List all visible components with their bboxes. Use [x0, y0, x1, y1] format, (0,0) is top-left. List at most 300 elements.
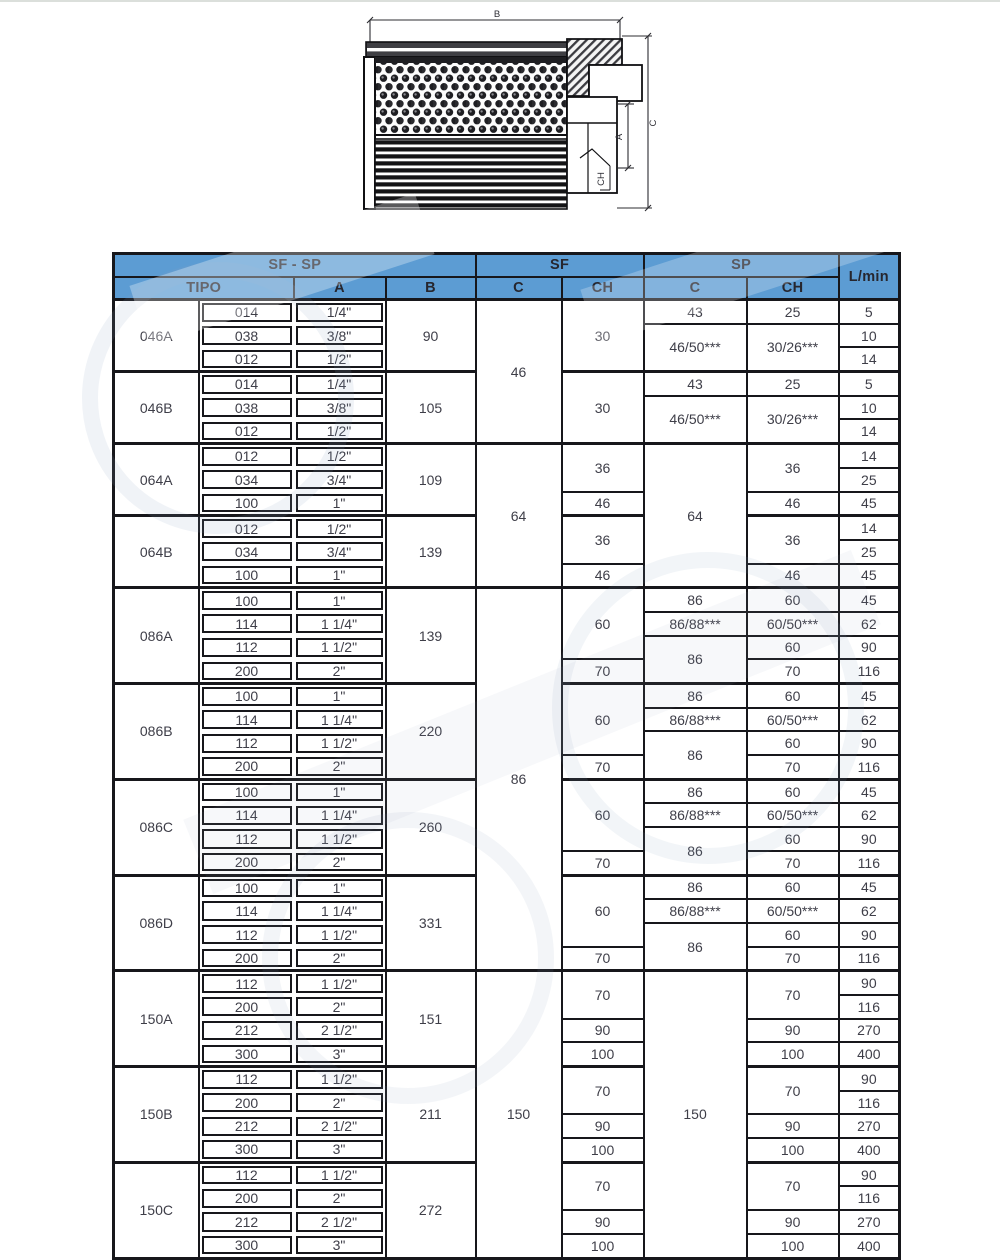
- cell-code: [199, 708, 294, 732]
- cell-a: [294, 1067, 386, 1091]
- cell-a: [294, 1091, 386, 1115]
- page-top-edge: [0, 0, 1000, 2]
- cell-box: 200: [202, 949, 292, 967]
- cell-box: 112: [202, 925, 292, 944]
- cell-code: [199, 636, 294, 660]
- cell-sf-ch: 30: [562, 372, 644, 444]
- cell-sp-ch: 90: [747, 1210, 839, 1234]
- cell-sp-ch: 60: [747, 588, 839, 612]
- cell-a: [294, 372, 386, 396]
- cell-a: [294, 612, 386, 636]
- cell-sf-ch: 46: [562, 492, 644, 516]
- cell-code: [199, 827, 294, 851]
- cell-tipo: 150A: [114, 971, 199, 1067]
- cell-sf-ch: 70: [562, 755, 644, 779]
- cell-b: 139: [386, 588, 476, 684]
- cell-a: [294, 803, 386, 827]
- cell-lmin: 116: [839, 659, 900, 683]
- cell-code: [199, 899, 294, 923]
- cell-sf-ch: 60: [562, 588, 644, 660]
- cell-box: 112: [202, 638, 292, 657]
- cell-sp-ch: 60/50***: [747, 899, 839, 923]
- cell-sp-c: 43: [644, 372, 747, 396]
- cell-box: 3/4": [296, 542, 383, 561]
- cell-code: [199, 300, 294, 324]
- cell-box: 212: [202, 1212, 292, 1231]
- cell-lmin: 90: [839, 971, 900, 995]
- cell-sp-ch: 100: [747, 1138, 839, 1162]
- cell-box: 3": [296, 1045, 383, 1063]
- cell-code: [199, 1210, 294, 1234]
- cell-a: [294, 851, 386, 875]
- filter-drawing-svg: [356, 6, 672, 220]
- cell-lmin: 45: [839, 564, 900, 588]
- cell-code: [199, 419, 294, 443]
- cell-lmin: 90: [839, 636, 900, 660]
- cell-b: 139: [386, 516, 476, 588]
- cell-code: [199, 347, 294, 371]
- cell-code: [199, 851, 294, 875]
- cell-box: 1 1/2": [296, 638, 383, 657]
- cell-a: [294, 588, 386, 612]
- cell-sp-c: 86: [644, 779, 747, 803]
- cell-lmin: 10: [839, 324, 900, 348]
- cell-sp-ch: 60: [747, 684, 839, 708]
- cell-code: [199, 923, 294, 947]
- cell-lmin: 90: [839, 1067, 900, 1091]
- cell-box: 2": [296, 949, 383, 967]
- cell-code: [199, 1186, 294, 1210]
- mesh-section: [375, 57, 567, 135]
- filter-drawing: [356, 6, 672, 220]
- cell-a: [294, 923, 386, 947]
- cell-lmin: 400: [839, 1234, 900, 1258]
- cell-b: 260: [386, 779, 476, 875]
- cell-tipo: 046B: [114, 372, 199, 444]
- cell-box: 1 1/2": [296, 829, 383, 848]
- cell-lmin: 5: [839, 372, 900, 396]
- cell-sp-ch: 70: [747, 851, 839, 875]
- cell-sf-ch: 100: [562, 1042, 644, 1066]
- cell-sf-ch: 70: [562, 659, 644, 683]
- cell-box: 1 1/4": [296, 710, 383, 729]
- cell-box: 114: [202, 901, 292, 920]
- mesh-top-band: [375, 57, 567, 63]
- spec-table-wrap: [112, 252, 898, 1260]
- cell-sp-ch: 100: [747, 1042, 839, 1066]
- dim-label-b: B: [493, 9, 501, 20]
- cell-code: [199, 659, 294, 683]
- cell-tipo: 046A: [114, 300, 199, 372]
- cell-b: 220: [386, 684, 476, 780]
- cell-code: [199, 971, 294, 995]
- dim-label-ch: CH: [596, 172, 607, 186]
- cell-box: 014: [202, 375, 292, 393]
- header-sf-c: C: [476, 277, 562, 300]
- cell-sp-ch: 60: [747, 923, 839, 947]
- cell-sf-ch: 60: [562, 684, 644, 756]
- cell-sf-ch: 70: [562, 971, 644, 1019]
- cell-lmin: 45: [839, 684, 900, 708]
- cell-box: 2": [296, 997, 383, 1016]
- cell-a: [294, 300, 386, 324]
- cell-sp-ch: 60/50***: [747, 803, 839, 827]
- cell-box: 038: [202, 398, 292, 417]
- cell-box: 1/2": [296, 447, 383, 465]
- cell-sf-ch: 90: [562, 1019, 644, 1043]
- cell-tipo: 086C: [114, 779, 199, 875]
- cell-box: 112: [202, 1070, 292, 1088]
- cell-sp-ch: 90: [747, 1019, 839, 1043]
- cell-box: 2": [296, 662, 383, 680]
- cell-a: [294, 779, 386, 803]
- flange-groove: [367, 48, 601, 51]
- cell-code: [199, 803, 294, 827]
- cell-sf-ch: 60: [562, 875, 644, 947]
- cell-a: [294, 899, 386, 923]
- cell-a: [294, 540, 386, 564]
- table-header-row-1: [114, 254, 900, 277]
- cell-code: [199, 755, 294, 779]
- cell-box: 200: [202, 997, 292, 1016]
- cell-a: [294, 684, 386, 708]
- cell-box: 100: [202, 494, 292, 512]
- cell-box: 114: [202, 806, 292, 825]
- header-sf-ch: CH: [562, 277, 644, 300]
- cell-sp-ch: 36: [747, 516, 839, 564]
- cell-sf-c: 64: [476, 444, 562, 588]
- cell-sf-ch: 30: [562, 300, 644, 372]
- cell-box: 100: [202, 783, 292, 801]
- cell-sp-c: 86: [644, 684, 747, 708]
- cell-b: 151: [386, 971, 476, 1067]
- cell-a: [294, 827, 386, 851]
- cell-b: 90: [386, 300, 476, 372]
- cell-sp-ch: 70: [747, 947, 839, 971]
- cell-lmin: 116: [839, 755, 900, 779]
- spec-table: [112, 252, 901, 1260]
- cell-lmin: 25: [839, 540, 900, 564]
- cell-box: 3": [296, 1236, 383, 1254]
- cell-box: 1/2": [296, 350, 383, 368]
- cell-box: 1": [296, 687, 383, 705]
- cell-sf-c: 46: [476, 300, 562, 444]
- cell-code: [199, 324, 294, 348]
- cell-box: 034: [202, 542, 292, 561]
- cell-sp-c: 46/50***: [644, 396, 747, 444]
- cell-sp-c: 64: [644, 444, 747, 588]
- cell-box: 1/4": [296, 303, 383, 321]
- cell-box: 2": [296, 1093, 383, 1112]
- cell-sf-ch: 60: [562, 779, 644, 851]
- header-tipo: TIPO: [114, 277, 294, 300]
- cell-code: [199, 396, 294, 420]
- table-row: [114, 971, 900, 995]
- cell-box: 1": [296, 591, 383, 609]
- table-row: [114, 300, 900, 324]
- cell-sp-ch: 25: [747, 372, 839, 396]
- cell-box: 112: [202, 734, 292, 753]
- cell-box: 1/2": [296, 519, 383, 537]
- cell-box: 212: [202, 1021, 292, 1040]
- cell-a: [294, 708, 386, 732]
- cell-lmin: 400: [839, 1138, 900, 1162]
- cell-a: [294, 1042, 386, 1066]
- cell-code: [199, 1162, 294, 1186]
- cell-a: [294, 1210, 386, 1234]
- cell-sp-ch: 60: [747, 731, 839, 755]
- cell-box: 112: [202, 1166, 292, 1184]
- cell-box: 2": [296, 757, 383, 775]
- cell-code: [199, 468, 294, 492]
- end-fitting: [567, 39, 642, 193]
- cell-a: [294, 995, 386, 1019]
- cell-sp-c: 86: [644, 923, 747, 971]
- cell-tipo: 150B: [114, 1067, 199, 1163]
- cell-lmin: 5: [839, 300, 900, 324]
- cell-box: 1 1/4": [296, 806, 383, 825]
- cell-box: 1 1/2": [296, 1166, 383, 1184]
- header-sf: SF: [476, 254, 644, 277]
- cell-code: [199, 564, 294, 588]
- cell-box: 2": [296, 1189, 383, 1208]
- cell-box: 038: [202, 326, 292, 345]
- cell-box: 200: [202, 1093, 292, 1112]
- cell-lmin: 90: [839, 923, 900, 947]
- cell-box: 114: [202, 710, 292, 729]
- cell-box: 1 1/4": [296, 901, 383, 920]
- cell-lmin: 45: [839, 588, 900, 612]
- cell-sp-ch: 60: [747, 827, 839, 851]
- cell-a: [294, 492, 386, 516]
- cell-sf-ch: 36: [562, 516, 644, 564]
- cell-box: 2 1/2": [296, 1021, 383, 1040]
- header-lmin: L/min: [839, 254, 900, 300]
- cell-sf-ch: 70: [562, 1067, 644, 1115]
- cell-sp-ch: 70: [747, 1067, 839, 1115]
- cell-a: [294, 636, 386, 660]
- cell-sf-ch: 90: [562, 1114, 644, 1138]
- cell-tipo: 064B: [114, 516, 199, 588]
- cell-sp-ch: 70: [747, 755, 839, 779]
- cell-box: 1/2": [296, 422, 383, 440]
- cell-box: 200: [202, 662, 292, 680]
- table-row: [114, 444, 900, 468]
- cell-code: [199, 731, 294, 755]
- cell-sp-ch: 70: [747, 1162, 839, 1210]
- header-sp: SP: [644, 254, 839, 277]
- cell-lmin: 270: [839, 1019, 900, 1043]
- cell-b: 331: [386, 875, 476, 971]
- cell-lmin: 62: [839, 899, 900, 923]
- cell-sp-ch: 30/26***: [747, 324, 839, 372]
- cell-lmin: 14: [839, 444, 900, 468]
- cell-code: [199, 444, 294, 468]
- cell-lmin: 270: [839, 1210, 900, 1234]
- cell-lmin: 10: [839, 396, 900, 420]
- cell-box: 1 1/4": [296, 614, 383, 633]
- dimension-c: [617, 33, 659, 211]
- cell-b: 105: [386, 372, 476, 444]
- cell-sp-ch: 25: [747, 300, 839, 324]
- cell-box: 112: [202, 974, 292, 992]
- cell-sp-c: 86/88***: [644, 708, 747, 732]
- cell-lmin: 25: [839, 468, 900, 492]
- cell-tipo: 086D: [114, 875, 199, 971]
- cell-box: 2 1/2": [296, 1117, 383, 1136]
- cell-code: [199, 995, 294, 1019]
- cell-lmin: 45: [839, 492, 900, 516]
- cell-sp-c: 86/88***: [644, 803, 747, 827]
- cell-sp-c: 86: [644, 731, 747, 779]
- cell-code: [199, 1138, 294, 1162]
- cell-lmin: 90: [839, 1162, 900, 1186]
- cell-sp-c: 86: [644, 827, 747, 875]
- cell-box: 200: [202, 853, 292, 871]
- cell-sp-ch: 70: [747, 659, 839, 683]
- cell-box: 300: [202, 1140, 292, 1158]
- cell-code: [199, 372, 294, 396]
- cell-box: 1": [296, 783, 383, 801]
- cell-code: [199, 516, 294, 540]
- left-cap: [364, 57, 375, 209]
- cell-sp-ch: 36: [747, 444, 839, 492]
- cell-tipo: 086A: [114, 588, 199, 684]
- cell-a: [294, 419, 386, 443]
- cell-sp-ch: 60/50***: [747, 612, 839, 636]
- cell-lmin: 14: [839, 419, 900, 443]
- cell-box: 012: [202, 519, 292, 537]
- cell-sp-ch: 90: [747, 1114, 839, 1138]
- cell-a: [294, 1138, 386, 1162]
- cell-lmin: 45: [839, 779, 900, 803]
- pleat-section: [375, 139, 567, 209]
- cell-box: 300: [202, 1045, 292, 1063]
- cell-a: [294, 731, 386, 755]
- cell-sf-ch: 100: [562, 1234, 644, 1258]
- cell-code: [199, 947, 294, 971]
- cell-lmin: 90: [839, 827, 900, 851]
- cell-sp-ch: 70: [747, 971, 839, 1019]
- cell-sp-ch: 60: [747, 875, 839, 899]
- cell-b: 272: [386, 1162, 476, 1258]
- cell-sf-ch: 70: [562, 947, 644, 971]
- cell-code: [199, 588, 294, 612]
- header-sp-c: C: [644, 277, 747, 300]
- cell-box: 300: [202, 1236, 292, 1254]
- cell-box: 1": [296, 494, 383, 512]
- cell-sf-ch: 100: [562, 1138, 644, 1162]
- cell-lmin: 14: [839, 347, 900, 371]
- cell-tipo: 086B: [114, 684, 199, 780]
- cell-box: 1 1/2": [296, 925, 383, 944]
- cell-code: [199, 1019, 294, 1043]
- cell-box: 2 1/2": [296, 1212, 383, 1231]
- cell-sf-ch: 90: [562, 1210, 644, 1234]
- cell-tipo: 150C: [114, 1162, 199, 1258]
- cell-lmin: 90: [839, 731, 900, 755]
- cell-a: [294, 347, 386, 371]
- cell-a: [294, 564, 386, 588]
- cell-box: 3/4": [296, 470, 383, 489]
- cell-lmin: 62: [839, 612, 900, 636]
- cell-a: [294, 1019, 386, 1043]
- table-header-row-2: [114, 277, 900, 300]
- cell-sp-c: 150: [644, 971, 747, 1258]
- cell-sp-c: 43: [644, 300, 747, 324]
- cell-a: [294, 971, 386, 995]
- cell-sp-ch: 46: [747, 492, 839, 516]
- table-row: [114, 588, 900, 612]
- cell-lmin: 116: [839, 995, 900, 1019]
- cell-b: 109: [386, 444, 476, 516]
- cell-box: 1": [296, 879, 383, 897]
- cell-sp-c: 86: [644, 588, 747, 612]
- cell-sp-ch: 46: [747, 564, 839, 588]
- cell-sp-ch: 30/26***: [747, 396, 839, 444]
- cell-code: [199, 875, 294, 899]
- cell-lmin: 62: [839, 803, 900, 827]
- dim-label-a: A: [614, 133, 625, 141]
- cell-sp-c: 86: [644, 875, 747, 899]
- cell-sp-c: 86: [644, 636, 747, 684]
- cell-code: [199, 1091, 294, 1115]
- cell-a: [294, 324, 386, 348]
- cell-code: [199, 492, 294, 516]
- cell-box: 100: [202, 566, 292, 584]
- cell-a: [294, 947, 386, 971]
- header-sf-sp: SF - SP: [114, 254, 476, 277]
- cell-box: 3/8": [296, 398, 383, 417]
- cell-box: 3": [296, 1140, 383, 1158]
- cell-lmin: 116: [839, 947, 900, 971]
- cell-box: 114: [202, 614, 292, 633]
- cell-box: 100: [202, 687, 292, 705]
- cell-a: [294, 1114, 386, 1138]
- cell-lmin: 14: [839, 516, 900, 540]
- cell-box: 2": [296, 853, 383, 871]
- cell-box: 200: [202, 1189, 292, 1208]
- cell-box: 200: [202, 757, 292, 775]
- cell-a: [294, 444, 386, 468]
- cell-lmin: 400: [839, 1042, 900, 1066]
- cell-box: 100: [202, 591, 292, 609]
- cell-box: 012: [202, 447, 292, 465]
- cell-a: [294, 1186, 386, 1210]
- cell-sf-ch: 36: [562, 444, 644, 492]
- cell-box: 112: [202, 829, 292, 848]
- cell-sf-ch: 46: [562, 564, 644, 588]
- cell-box: 1 1/2": [296, 734, 383, 753]
- cell-box: 1 1/2": [296, 974, 383, 992]
- cell-lmin: 116: [839, 1091, 900, 1115]
- cell-sf-c: 86: [476, 588, 562, 971]
- cell-code: [199, 1042, 294, 1066]
- cell-code: [199, 1234, 294, 1258]
- cell-code: [199, 1067, 294, 1091]
- cell-code: [199, 1114, 294, 1138]
- cell-box: 034: [202, 470, 292, 489]
- header-sp-ch: CH: [747, 277, 839, 300]
- cell-sp-c: 86/88***: [644, 899, 747, 923]
- cell-sp-ch: 60/50***: [747, 708, 839, 732]
- cell-a: [294, 396, 386, 420]
- cell-sf-ch: 70: [562, 1162, 644, 1210]
- cell-box: 014: [202, 303, 292, 321]
- cell-a: [294, 1234, 386, 1258]
- cell-a: [294, 516, 386, 540]
- cell-box: 3/8": [296, 326, 383, 345]
